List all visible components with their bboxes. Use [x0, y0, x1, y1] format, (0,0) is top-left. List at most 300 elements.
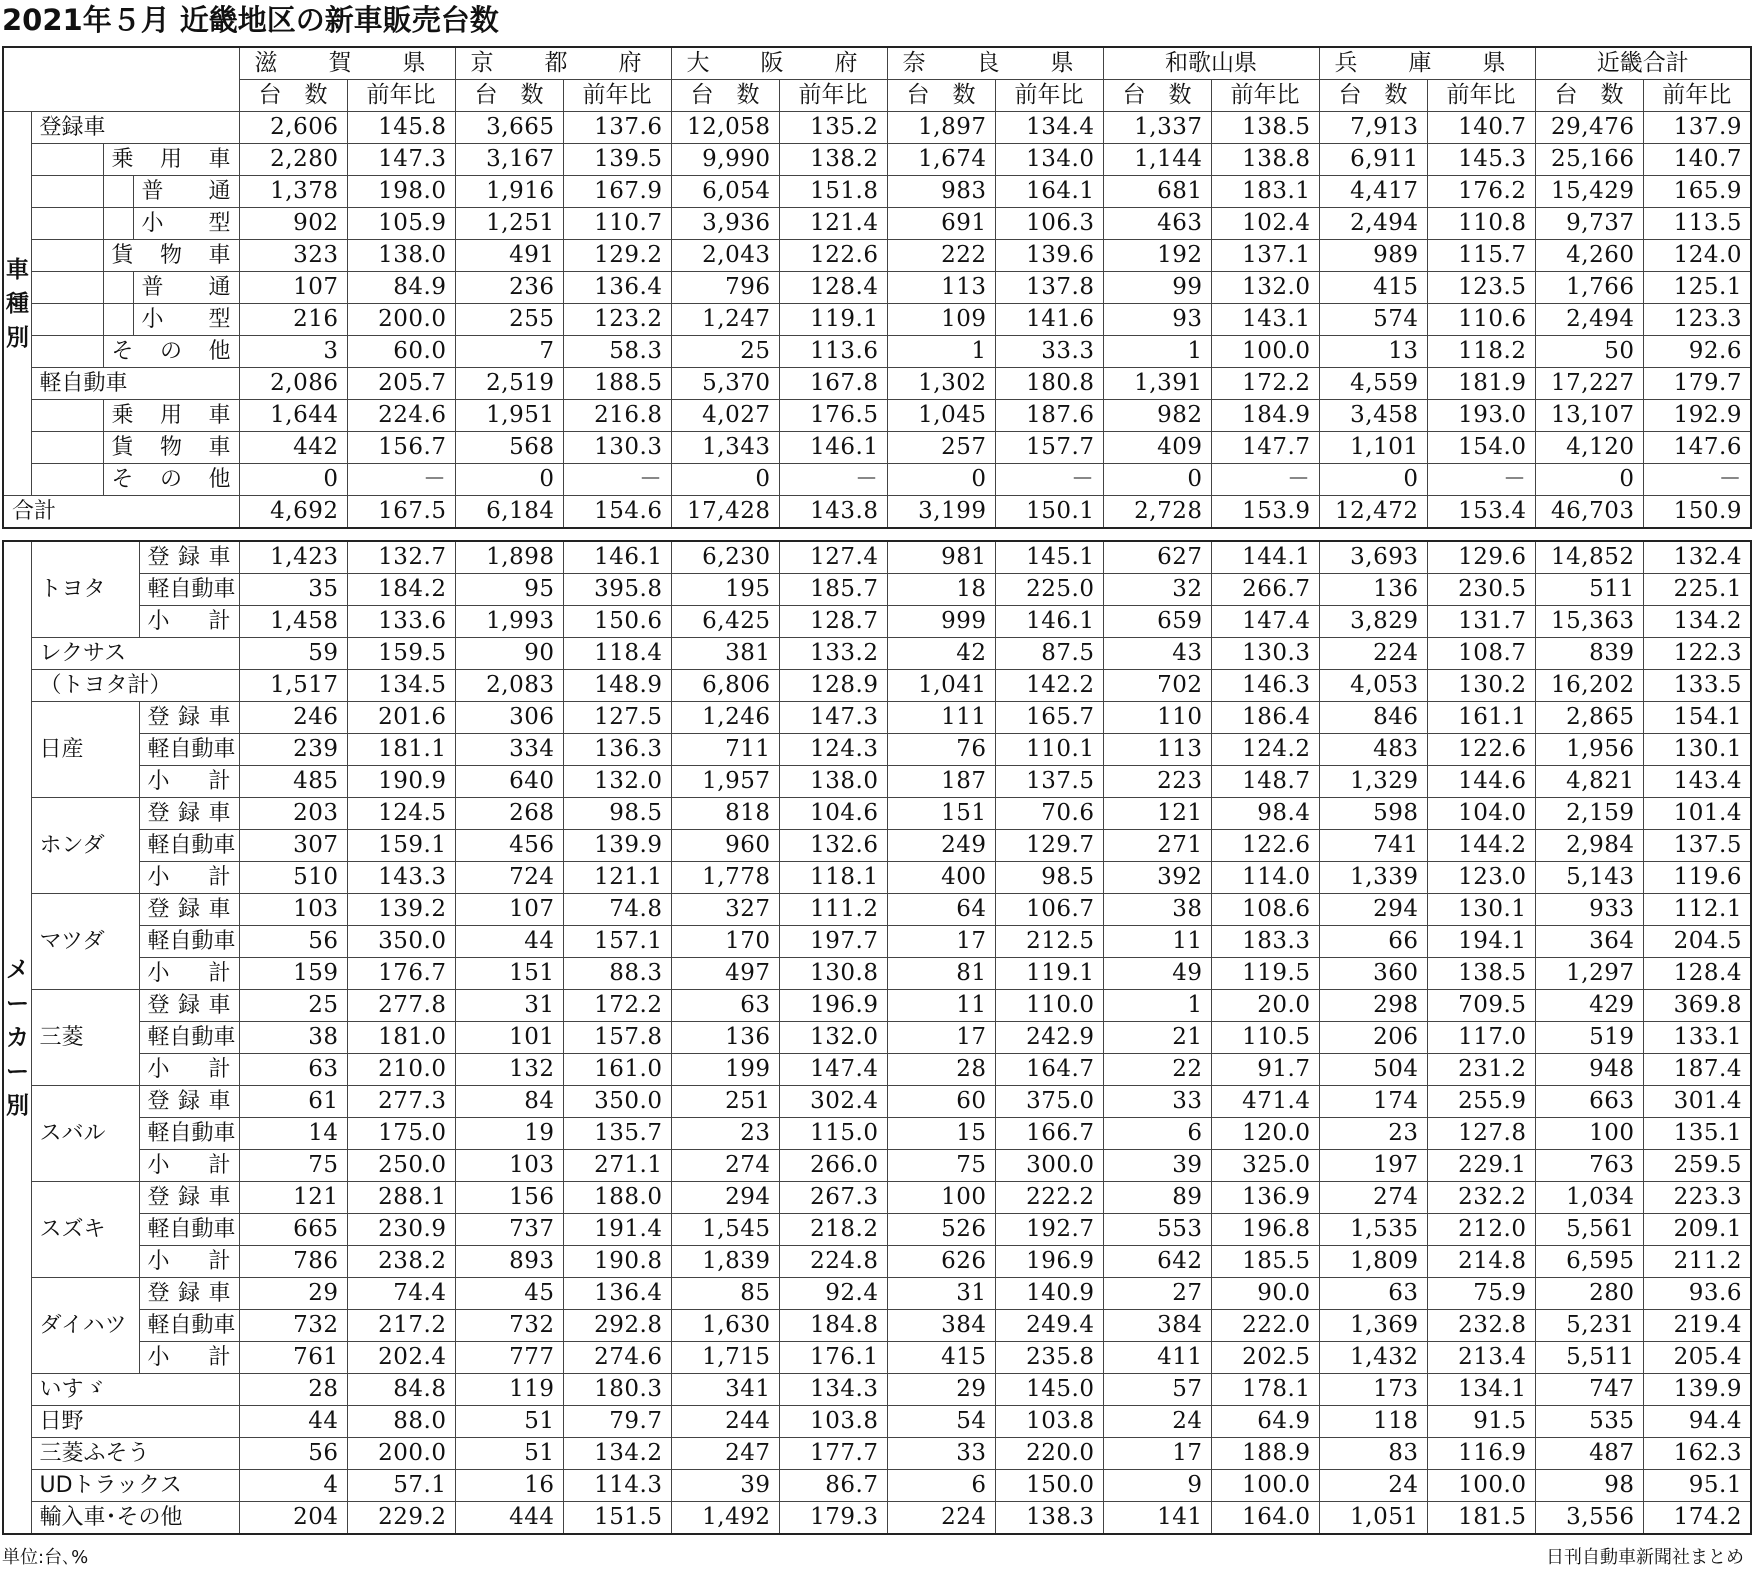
yoy-ratio-cell: － — [1427, 464, 1535, 496]
yoy-ratio-cell: 129.7 — [995, 830, 1103, 862]
yoy-ratio-cell: 33.3 — [995, 336, 1103, 368]
yoy-ratio-cell: 130.1 — [1643, 734, 1751, 766]
unit-count-cell: 497 — [671, 958, 779, 990]
yoy-ratio-cell: 122.6 — [1427, 734, 1535, 766]
yoy-ratio-cell: 147.4 — [779, 1054, 887, 1086]
unit-count-cell: 5,231 — [1535, 1310, 1643, 1342]
unit-count-cell: 1,369 — [1319, 1310, 1427, 1342]
yoy-ratio-cell: 709.5 — [1427, 990, 1535, 1022]
yoy-ratio-cell: 144.2 — [1427, 830, 1535, 862]
unit-count-cell: 239 — [239, 734, 347, 766]
yoy-ratio-cell: 172.2 — [1211, 368, 1319, 400]
yoy-ratio-cell: 124.2 — [1211, 734, 1319, 766]
yoy-ratio-cell: 153.9 — [1211, 496, 1319, 529]
yoy-ratio-cell: 184.8 — [779, 1310, 887, 1342]
section-label-char: ー — [6, 1058, 29, 1085]
unit-count-cell: 429 — [1535, 990, 1643, 1022]
unit-count-cell: 2,280 — [239, 144, 347, 176]
maker-name: トヨタ — [31, 541, 139, 638]
unit-count-cell: 747 — [1535, 1374, 1643, 1406]
unit-count-cell: 1,051 — [1319, 1502, 1427, 1535]
yoy-ratio-cell: 124.5 — [347, 798, 455, 830]
unit-count-cell: 1,535 — [1319, 1214, 1427, 1246]
yoy-ratio-cell: 300.0 — [995, 1150, 1103, 1182]
yoy-ratio-cell: 205.7 — [347, 368, 455, 400]
yoy-ratio-cell: 130.3 — [563, 432, 671, 464]
unit-count-cell: 222 — [887, 240, 995, 272]
yoy-ratio-cell: 104.0 — [1427, 798, 1535, 830]
unit-count-cell: 59 — [239, 638, 347, 670]
unit-count-cell: 98 — [1535, 1470, 1643, 1502]
unit-count-cell: 3,693 — [1319, 541, 1427, 574]
unit-count-cell: 526 — [887, 1214, 995, 1246]
unit-count-cell: 119 — [455, 1374, 563, 1406]
unit-count-cell: 174 — [1319, 1086, 1427, 1118]
yoy-ratio-cell: 187.6 — [995, 400, 1103, 432]
yoy-ratio-cell: 167.9 — [563, 176, 671, 208]
row-label-subtype: 軽自動車 — [139, 1214, 239, 1246]
yoy-ratio-cell: 132.0 — [563, 766, 671, 798]
row-label-subtype: 小 計 — [139, 1246, 239, 1278]
unit-count-cell: 35 — [239, 574, 347, 606]
unit-count-cell: 25,166 — [1535, 144, 1643, 176]
unit-count-cell: 2,043 — [671, 240, 779, 272]
unit-count-cell: 15,363 — [1535, 606, 1643, 638]
yoy-ratio-cell: 137.5 — [1643, 830, 1751, 862]
yoy-ratio-cell: 116.9 — [1427, 1438, 1535, 1470]
unit-count-cell: 28 — [887, 1054, 995, 1086]
yoy-ratio-cell: 135.1 — [1643, 1118, 1751, 1150]
prefecture-header: 大 阪 府 — [671, 47, 887, 80]
yoy-ratio-cell: 190.8 — [563, 1246, 671, 1278]
unit-count-cell: 56 — [239, 926, 347, 958]
unit-count-cell: 17 — [1103, 1438, 1211, 1470]
unit-count-cell: 294 — [1319, 894, 1427, 926]
yoy-ratio-cell: 95.1 — [1643, 1470, 1751, 1502]
unit-count-cell: 57 — [1103, 1374, 1211, 1406]
yoy-ratio-cell: 179.3 — [779, 1502, 887, 1535]
yoy-ratio-cell: 301.4 — [1643, 1086, 1751, 1118]
yoy-ratio-cell: 118.4 — [563, 638, 671, 670]
yoy-ratio-cell: 183.3 — [1211, 926, 1319, 958]
yoy-ratio-cell: 145.1 — [995, 541, 1103, 574]
yoy-ratio-cell: 147.7 — [1211, 432, 1319, 464]
yoy-header: 前年比 — [1643, 80, 1751, 112]
unit-count-cell: 294 — [671, 1182, 779, 1214]
yoy-ratio-cell: 139.9 — [563, 830, 671, 862]
row-label-subcategory: そ の 他 — [103, 464, 239, 496]
yoy-ratio-cell: 166.7 — [995, 1118, 1103, 1150]
unit-count-cell: 76 — [887, 734, 995, 766]
yoy-ratio-cell: 143.3 — [347, 862, 455, 894]
unit-count-cell: 1,302 — [887, 368, 995, 400]
yoy-ratio-cell: 98.4 — [1211, 798, 1319, 830]
unit-count-cell: 0 — [239, 464, 347, 496]
yoy-ratio-cell: 325.0 — [1211, 1150, 1319, 1182]
unit-count-cell: 83 — [1319, 1438, 1427, 1470]
unit-count-cell: 17,227 — [1535, 368, 1643, 400]
yoy-ratio-cell: 146.3 — [1211, 670, 1319, 702]
unit-count-cell: 598 — [1319, 798, 1427, 830]
unit-count-cell: 3 — [239, 336, 347, 368]
unit-count-cell: 741 — [1319, 830, 1427, 862]
units-header: 台 数 — [671, 80, 779, 112]
unit-count-cell: 568 — [455, 432, 563, 464]
unit-count-cell: 1,041 — [887, 670, 995, 702]
yoy-ratio-cell: 98.5 — [995, 862, 1103, 894]
yoy-ratio-cell: 288.1 — [347, 1182, 455, 1214]
unit-count-cell: 2,728 — [1103, 496, 1211, 529]
row-label-subtype: 小 計 — [139, 958, 239, 990]
unit-count-cell: 251 — [671, 1086, 779, 1118]
header-corner — [3, 47, 239, 112]
unit-count-cell: 16 — [455, 1470, 563, 1502]
yoy-ratio-cell: 134.4 — [995, 112, 1103, 144]
unit-count-cell: 491 — [455, 240, 563, 272]
yoy-ratio-cell: 165.7 — [995, 702, 1103, 734]
yoy-ratio-cell: 88.0 — [347, 1406, 455, 1438]
unit-count-cell: 109 — [887, 304, 995, 336]
yoy-ratio-cell: 176.1 — [779, 1342, 887, 1374]
yoy-ratio-cell: － — [563, 464, 671, 496]
table-row — [3, 541, 1751, 574]
unit-count-cell: 839 — [1535, 638, 1643, 670]
yoy-ratio-cell: 91.7 — [1211, 1054, 1319, 1086]
yoy-ratio-cell: 249.4 — [995, 1310, 1103, 1342]
unit-count-cell: 6 — [1103, 1118, 1211, 1150]
yoy-ratio-cell: 84.9 — [347, 272, 455, 304]
yoy-ratio-cell: 132.7 — [347, 541, 455, 574]
unit-count-cell: 90 — [455, 638, 563, 670]
unit-count-cell: 2,984 — [1535, 830, 1643, 862]
unit-count-cell: 1,778 — [671, 862, 779, 894]
yoy-ratio-cell: 118.1 — [779, 862, 887, 894]
yoy-ratio-cell: 117.0 — [1427, 1022, 1535, 1054]
table-row — [3, 1406, 1751, 1438]
unit-count-cell: 893 — [455, 1246, 563, 1278]
maker-name: 三菱 — [31, 990, 139, 1086]
unit-count-cell: 4,821 — [1535, 766, 1643, 798]
unit-count-cell: 1,993 — [455, 606, 563, 638]
unit-count-cell: 786 — [239, 1246, 347, 1278]
unit-count-cell: 1,034 — [1535, 1182, 1643, 1214]
table-row — [3, 862, 1751, 894]
unit-count-cell: 999 — [887, 606, 995, 638]
yoy-ratio-cell: 183.1 — [1211, 176, 1319, 208]
unit-count-cell: 3,829 — [1319, 606, 1427, 638]
yoy-ratio-cell: 224.6 — [347, 400, 455, 432]
yoy-ratio-cell: 138.2 — [779, 144, 887, 176]
unit-count-cell: 4,692 — [239, 496, 347, 529]
yoy-ratio-cell: 138.0 — [347, 240, 455, 272]
yoy-ratio-cell: 292.8 — [563, 1310, 671, 1342]
yoy-ratio-cell: 375.0 — [995, 1086, 1103, 1118]
unit-count-cell: 75 — [887, 1150, 995, 1182]
yoy-ratio-cell: 130.8 — [779, 958, 887, 990]
indent-cell — [31, 336, 103, 368]
row-label-size: 普 通 — [133, 272, 239, 304]
yoy-ratio-cell: 202.5 — [1211, 1342, 1319, 1374]
unit-count-cell: 9,737 — [1535, 208, 1643, 240]
table-row — [3, 1342, 1751, 1374]
yoy-ratio-cell: 101.4 — [1643, 798, 1751, 830]
yoy-ratio-cell: 164.7 — [995, 1054, 1103, 1086]
table-row — [3, 1118, 1751, 1150]
unit-count-cell: 85 — [671, 1278, 779, 1310]
row-label-size: 小 型 — [133, 304, 239, 336]
yoy-ratio-cell: 138.8 — [1211, 144, 1319, 176]
row-label-category: 登録車 — [31, 112, 239, 144]
section-label-vehicle-type — [3, 112, 31, 496]
table-row — [3, 574, 1751, 606]
yoy-ratio-cell: 186.4 — [1211, 702, 1319, 734]
table-row — [3, 1182, 1751, 1214]
row-label-size: 普 通 — [133, 176, 239, 208]
unit-count-cell: 711 — [671, 734, 779, 766]
yoy-ratio-cell: 57.1 — [347, 1470, 455, 1502]
unit-count-cell: 487 — [1535, 1438, 1643, 1470]
yoy-ratio-cell: 181.0 — [347, 1022, 455, 1054]
unit-count-cell: 204 — [239, 1502, 347, 1535]
units-header: 台 数 — [887, 80, 995, 112]
unit-count-cell: 54 — [887, 1406, 995, 1438]
unit-count-cell: 777 — [455, 1342, 563, 1374]
unit-count-cell: 63 — [1319, 1278, 1427, 1310]
table-row — [3, 702, 1751, 734]
yoy-ratio-cell: 121.4 — [779, 208, 887, 240]
unit-count-cell: 681 — [1103, 176, 1211, 208]
unit-count-cell: 1,916 — [455, 176, 563, 208]
yoy-ratio-cell: 134.2 — [1643, 606, 1751, 638]
unit-count-cell: 17 — [887, 1022, 995, 1054]
yoy-ratio-cell: 138.5 — [1427, 958, 1535, 990]
yoy-ratio-cell: 87.5 — [995, 638, 1103, 670]
unit-count-cell: 27 — [1103, 1278, 1211, 1310]
yoy-ratio-cell: 154.1 — [1643, 702, 1751, 734]
yoy-ratio-cell: 124.3 — [779, 734, 887, 766]
unit-count-cell: 510 — [239, 862, 347, 894]
row-label-subtype: 登 録 車 — [139, 894, 239, 926]
yoy-ratio-cell: 225.0 — [995, 574, 1103, 606]
unit-count-cell: 1,715 — [671, 1342, 779, 1374]
unit-count-cell: 101 — [455, 1022, 563, 1054]
unit-count-cell: 192 — [1103, 240, 1211, 272]
yoy-ratio-cell: 119.1 — [779, 304, 887, 336]
unit-count-cell: 334 — [455, 734, 563, 766]
unit-count-cell: 732 — [455, 1310, 563, 1342]
unit-count-cell: 13,107 — [1535, 400, 1643, 432]
unit-count-cell: 31 — [887, 1278, 995, 1310]
unit-count-cell: 1,809 — [1319, 1246, 1427, 1278]
unit-count-cell: 6,054 — [671, 176, 779, 208]
unit-count-cell: 1,766 — [1535, 272, 1643, 304]
yoy-ratio-cell: 128.4 — [1643, 958, 1751, 990]
unit-count-cell: 121 — [239, 1182, 347, 1214]
indent-cell — [31, 240, 103, 272]
unit-count-cell: 121 — [1103, 798, 1211, 830]
unit-count-cell: 415 — [887, 1342, 995, 1374]
indent-cell — [31, 464, 103, 496]
yoy-ratio-cell: 145.0 — [995, 1374, 1103, 1406]
unit-count-cell: 341 — [671, 1374, 779, 1406]
yoy-ratio-cell: 250.0 — [347, 1150, 455, 1182]
yoy-ratio-cell: 266.7 — [1211, 574, 1319, 606]
table-row — [3, 208, 1751, 240]
unit-count-cell: 1,337 — [1103, 112, 1211, 144]
yoy-ratio-cell: 137.9 — [1643, 112, 1751, 144]
yoy-ratio-cell: 133.1 — [1643, 1022, 1751, 1054]
yoy-ratio-cell: 79.7 — [563, 1406, 671, 1438]
table-row — [3, 240, 1751, 272]
yoy-ratio-cell: 184.9 — [1211, 400, 1319, 432]
source-note: 日刊自動車新聞社まとめ — [1546, 1547, 1744, 1568]
yoy-ratio-cell: 151.5 — [563, 1502, 671, 1535]
yoy-ratio-cell: － — [779, 464, 887, 496]
unit-count-cell: 103 — [455, 1150, 563, 1182]
yoy-ratio-cell: 200.0 — [347, 1438, 455, 1470]
yoy-ratio-cell: 103.8 — [779, 1406, 887, 1438]
yoy-ratio-cell: 277.3 — [347, 1086, 455, 1118]
unit-count-cell: 519 — [1535, 1022, 1643, 1054]
yoy-ratio-cell: 60.0 — [347, 336, 455, 368]
indent-cell — [31, 400, 103, 432]
yoy-ratio-cell: 177.7 — [779, 1438, 887, 1470]
yoy-ratio-cell: 64.9 — [1211, 1406, 1319, 1438]
unit-count-cell: 29 — [887, 1374, 995, 1406]
yoy-ratio-cell: 154.0 — [1427, 432, 1535, 464]
yoy-ratio-cell: 229.1 — [1427, 1150, 1535, 1182]
unit-count-cell: 627 — [1103, 541, 1211, 574]
maker-name: レクサス — [31, 638, 239, 670]
yoy-ratio-cell: 211.2 — [1643, 1246, 1751, 1278]
unit-count-cell: 763 — [1535, 1150, 1643, 1182]
yoy-ratio-cell: 212.5 — [995, 926, 1103, 958]
unit-count-cell: 989 — [1319, 240, 1427, 272]
yoy-ratio-cell: 144.6 — [1427, 766, 1535, 798]
yoy-ratio-cell: 141.6 — [995, 304, 1103, 336]
unit-count-cell: 5,143 — [1535, 862, 1643, 894]
yoy-ratio-cell: 98.5 — [563, 798, 671, 830]
yoy-ratio-cell: 350.0 — [563, 1086, 671, 1118]
yoy-ratio-cell: 179.7 — [1643, 368, 1751, 400]
yoy-ratio-cell: 180.8 — [995, 368, 1103, 400]
row-label-subtype: 登 録 車 — [139, 798, 239, 830]
row-label-subtype: 小 計 — [139, 1054, 239, 1086]
unit-count-cell: 442 — [239, 432, 347, 464]
yoy-ratio-cell: 350.0 — [347, 926, 455, 958]
yoy-ratio-cell: 224.8 — [779, 1246, 887, 1278]
unit-count-cell: 6,230 — [671, 541, 779, 574]
unit-count-cell: 257 — [887, 432, 995, 464]
unit-count-cell: 51 — [455, 1406, 563, 1438]
yoy-ratio-cell: 128.7 — [779, 606, 887, 638]
row-label-subtype: 軽自動車 — [139, 926, 239, 958]
unit-count-cell: 511 — [1535, 574, 1643, 606]
yoy-ratio-cell: 133.6 — [347, 606, 455, 638]
yoy-ratio-cell: 150.0 — [995, 1470, 1103, 1502]
maker-name: ダイハツ — [31, 1278, 139, 1374]
yoy-ratio-cell: 175.0 — [347, 1118, 455, 1150]
yoy-ratio-cell: 139.5 — [563, 144, 671, 176]
unit-count-cell: 38 — [239, 1022, 347, 1054]
yoy-ratio-cell: 104.6 — [779, 798, 887, 830]
table-row — [3, 1310, 1751, 1342]
unit-count-cell: 2,494 — [1535, 304, 1643, 336]
row-label-subtype: 軽自動車 — [139, 1310, 239, 1342]
row-label-subcategory: 乗 用 車 — [103, 144, 239, 176]
maker-name: スズキ — [31, 1182, 139, 1278]
yoy-ratio-cell: 113.6 — [779, 336, 887, 368]
row-label-subtype: 登 録 車 — [139, 1086, 239, 1118]
unit-count-cell: 18 — [887, 574, 995, 606]
yoy-ratio-cell: 165.9 — [1643, 176, 1751, 208]
yoy-ratio-cell: 222.2 — [995, 1182, 1103, 1214]
yoy-ratio-cell: 167.8 — [779, 368, 887, 400]
indent-cell — [103, 176, 133, 208]
unit-count-cell: 151 — [887, 798, 995, 830]
yoy-ratio-cell: 172.2 — [563, 990, 671, 1022]
page-title: 2021年５月 近畿地区の新車販売台数 — [2, 3, 499, 37]
maker-name: ホンダ — [31, 798, 139, 894]
yoy-ratio-cell: 136.4 — [563, 1278, 671, 1310]
unit-count-cell: 5,511 — [1535, 1342, 1643, 1374]
yoy-ratio-cell: 128.9 — [779, 670, 887, 702]
unit-count-cell: 255 — [455, 304, 563, 336]
section-label-char: 車 — [6, 256, 29, 283]
unit-count-cell: 39 — [671, 1470, 779, 1502]
yoy-ratio-cell: 205.4 — [1643, 1342, 1751, 1374]
indent-cell — [103, 208, 133, 240]
row-label-subtype: 登 録 車 — [139, 990, 239, 1022]
unit-count-cell: 1,247 — [671, 304, 779, 336]
yoy-ratio-cell: 20.0 — [1211, 990, 1319, 1022]
yoy-ratio-cell: 110.5 — [1211, 1022, 1319, 1054]
yoy-ratio-cell: 146.1 — [563, 541, 671, 574]
yoy-ratio-cell: 238.2 — [347, 1246, 455, 1278]
table-row — [3, 766, 1751, 798]
unit-count-cell: 12,058 — [671, 112, 779, 144]
unit-count-cell: 50 — [1535, 336, 1643, 368]
yoy-ratio-cell: 192.7 — [995, 1214, 1103, 1246]
unit-count-cell: 7 — [455, 336, 563, 368]
unit-count-cell: 31 — [455, 990, 563, 1022]
yoy-ratio-cell: 70.6 — [995, 798, 1103, 830]
unit-count-cell: 64 — [887, 894, 995, 926]
table-row — [3, 958, 1751, 990]
yoy-ratio-cell: 110.7 — [563, 208, 671, 240]
unit-count-cell: 415 — [1319, 272, 1427, 304]
yoy-ratio-cell: 181.1 — [347, 734, 455, 766]
yoy-ratio-cell: 75.9 — [1427, 1278, 1535, 1310]
unit-count-cell: 0 — [671, 464, 779, 496]
yoy-ratio-cell: 135.7 — [563, 1118, 671, 1150]
unit-count-cell: 2,159 — [1535, 798, 1643, 830]
unit-count-cell: 4 — [239, 1470, 347, 1502]
unit-count-cell: 244 — [671, 1406, 779, 1438]
unit-count-cell: 2,083 — [455, 670, 563, 702]
unit-count-cell: 25 — [239, 990, 347, 1022]
unit-count-cell: 1,898 — [455, 541, 563, 574]
unit-count-cell: 206 — [1319, 1022, 1427, 1054]
yoy-ratio-cell: 157.8 — [563, 1022, 671, 1054]
yoy-ratio-cell: 218.2 — [779, 1214, 887, 1246]
maker-name: （トヨタ計） — [31, 670, 239, 702]
yoy-ratio-cell: 127.5 — [563, 702, 671, 734]
yoy-ratio-cell: 110.6 — [1427, 304, 1535, 336]
yoy-ratio-cell: 124.0 — [1643, 240, 1751, 272]
prefecture-header: 京 都 府 — [455, 47, 671, 80]
yoy-ratio-cell: 133.2 — [779, 638, 887, 670]
